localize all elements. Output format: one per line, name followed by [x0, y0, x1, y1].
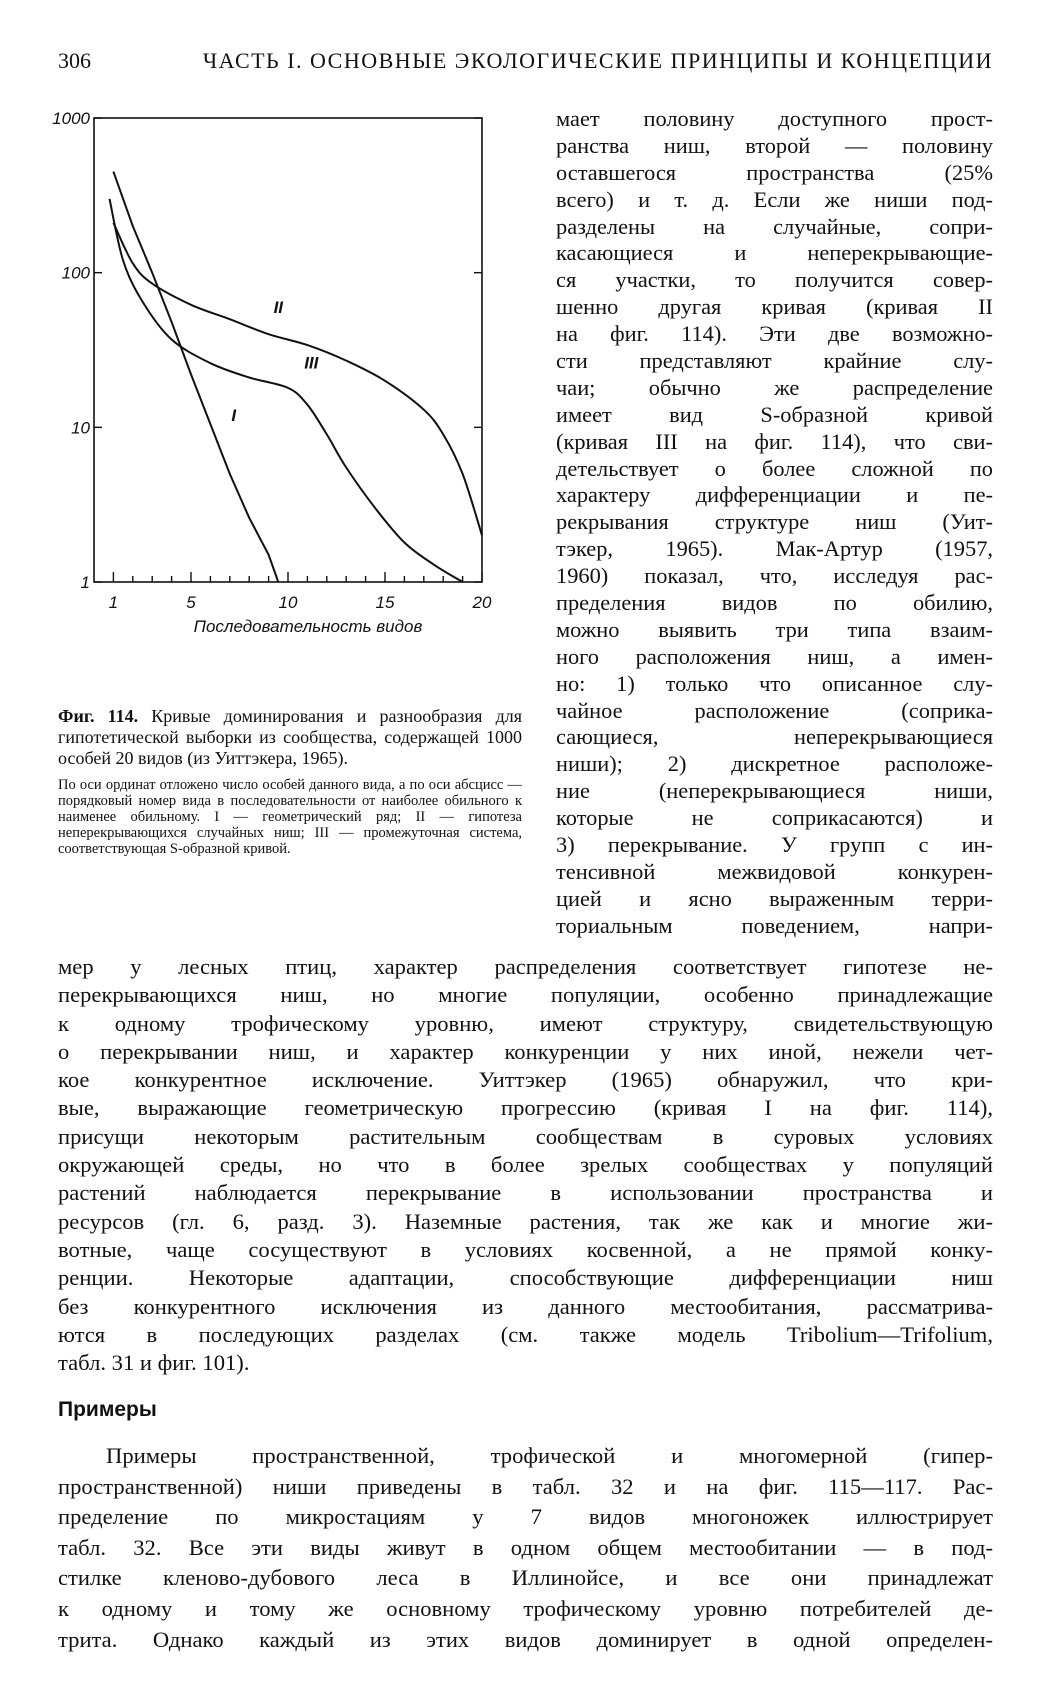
text-line: без конкурентного исключения из данного местообитания, рассматрива- — [58, 1293, 993, 1319]
text-line: касающиеся и неперекрывающие- — [556, 240, 993, 266]
text-line: кое конкурентное исключение. Уиттэкер (1965) обнаружил, что кри- — [58, 1067, 993, 1093]
y-tick-label: 100 — [61, 263, 90, 283]
text-line: о перекрывании ниш, и характер конкуренции у них иной, нежели чет- — [58, 1038, 993, 1064]
examples-paragraph — [58, 1441, 993, 1655]
x-axis-label: Последовательность видов — [193, 617, 423, 636]
text-line: пределение по микростациям у 7 видов многоножек иллюстрирует — [58, 1504, 993, 1530]
text-line: мер у лесных птиц, характер распределения соответствует гипотезе не- — [58, 954, 993, 979]
y-tick-label: 1 — [80, 573, 90, 592]
page-header — [58, 48, 993, 82]
text-line: цией и ясно выраженным терри- — [556, 885, 993, 911]
text-line: ниши); 2) дискретное расположе- — [556, 751, 993, 777]
text-line: ресурсов (гл. 6, разд. 3). Наземные растения, так же как и многие жи- — [58, 1208, 993, 1234]
curve-iii — [110, 199, 463, 582]
page-number: 306 — [58, 48, 91, 73]
text-line: мает половину доступного прост- — [556, 106, 993, 131]
text-line: табл. 31 и фиг. 101). — [58, 1350, 250, 1376]
curve-ii — [113, 223, 482, 536]
full-width-text — [58, 953, 993, 1377]
text-line: Примеры пространственной, трофической и многомерной (гипер- — [106, 1443, 993, 1468]
text-line: ся участки, то получится совер- — [556, 267, 993, 293]
y-tick-label: 10 — [71, 418, 90, 438]
text-line: рекрывания структуре ниш (Уит- — [556, 509, 993, 535]
x-tick-label: 10 — [278, 593, 298, 612]
text-line: ториальным поведением, напри- — [556, 912, 993, 938]
curve-label-iii: III — [304, 353, 319, 373]
chart-axes — [94, 118, 482, 582]
plot-frame — [94, 118, 482, 582]
text-line: имеет вид S-образной кривой — [556, 401, 993, 427]
text-line: ние (неперекрывающиеся ниши, — [556, 778, 993, 804]
text-line: стилке кленово-дубового леса в Иллинойсе, и все они принадлежат — [58, 1565, 993, 1591]
text-line: оставшегося пространства (25% — [556, 159, 993, 185]
figure-114-chart — [52, 110, 522, 690]
text-line: на фиг. 114). Эти две возможно- — [556, 321, 993, 347]
text-line: (кривая III на фиг. 114), что сви- — [556, 428, 993, 454]
caption-label: Фиг. 114. — [58, 706, 139, 726]
running-title: ЧАСТЬ I. ОСНОВНЫЕ ЭКОЛОГИЧЕСКИЕ ПРИНЦИПЫ И КОНЦЕПЦИИ — [202, 48, 993, 73]
text-line: пределения видов по обилию, — [556, 590, 993, 616]
text-line: 3) перекрывание. У групп с ин- — [556, 832, 993, 858]
text-line: трита. Однако каждый из этих видов доминирует в одной определен- — [58, 1626, 993, 1652]
section-title: Примеры — [58, 1398, 157, 1421]
text-line: растений наблюдается перекрывание в использовании пространства и — [58, 1180, 993, 1206]
figure-caption — [58, 706, 522, 857]
right-column-text — [556, 106, 993, 940]
text-line: но: 1) только что описанное слу- — [556, 670, 993, 696]
x-tick-label: 15 — [375, 593, 395, 612]
curve-label-ii: II — [273, 297, 284, 317]
text-line: пространственной) ниши приведены в табл. 32 и на фиг. 115—117. Рас- — [58, 1473, 993, 1499]
text-line: ются в последующих разделах (см. также модель Tribolium—Trifolium, — [58, 1321, 993, 1347]
text-line: присущи некоторым растительным сообществам в суровых условиях — [58, 1123, 993, 1149]
text-line: сающиеся, неперекрывающиеся — [556, 724, 993, 750]
text-line: перекрывающихся ниш, но многие популяции, особенно принадлежащие — [58, 982, 993, 1008]
caption-main — [58, 706, 522, 769]
x-tick-label: 20 — [472, 593, 492, 612]
text-line: табл. 32. Все эти виды живут в одном общем местообитании — в под- — [58, 1534, 993, 1560]
text-line: чаи; обычно же распределение — [556, 374, 993, 400]
x-tick-label: 5 — [186, 593, 196, 612]
text-line: ного расположения ниш, а имен- — [556, 643, 993, 669]
text-line: шенно другая кривая (кривая II — [556, 294, 993, 320]
text-line: чайное расположение (соприка- — [556, 697, 993, 723]
text-line: вые, выражающие геометрическую прогрессию (кривая I на фиг. 114), — [58, 1095, 993, 1121]
text-line: к одному трофическому уровню, имеют структуру, свидетельствующую — [58, 1010, 993, 1036]
text-line: детельствует о более сложной по — [556, 455, 993, 481]
text-line: ранства ниш, второй — половину — [556, 132, 993, 158]
text-line: окружающей среды, но что в более зрелых сообществах у популяций — [58, 1152, 993, 1178]
text-line: характеру дифференциации и пе- — [556, 482, 993, 508]
text-line: ренции. Некоторые адаптации, способствующие дифференциации ниш — [58, 1265, 993, 1291]
caption-text: Кривые доминирования и разнообразия для гипотетической выборки из сообщества, содержащей 1000 особей 20 видов (из Уиттэкера, 1965). — [58, 706, 522, 768]
text-line: которые не соприкасаются) и — [556, 805, 993, 831]
y-tick-label: 1000 — [52, 110, 90, 128]
text-line: тэкер, 1965). Мак-Артур (1957, — [556, 536, 993, 562]
text-line: всего) и т. д. Если же ниши под- — [556, 186, 993, 212]
chart-curves — [110, 172, 483, 582]
text-line: сти представляют крайние слу- — [556, 348, 993, 374]
text-line: 1960) показал, что, исследуя рас- — [556, 563, 993, 589]
text-line: можно выявить три типа взаим- — [556, 616, 993, 642]
text-line: тенсивной межвидовой конкурен- — [556, 858, 993, 884]
chart-labels — [52, 110, 492, 636]
curve-label-i: I — [231, 405, 237, 425]
text-line: разделены на случайные, сопри- — [556, 213, 993, 239]
x-tick-label: 1 — [108, 593, 119, 612]
curve-i — [113, 172, 278, 582]
text-line: к одному и тому же основному трофическому уровню потребителей де- — [58, 1595, 993, 1621]
caption-note: По оси ординат отложено число особей данного вида, а по оси абсциcс — порядковый номер вида в последовательности от наиболее обильного к наименее обильному. I — геометрический ряд; II — гипотеза неперекрывающихся случайных ниш; III — промежуточная система, соответствующая S-образной кривой. — [58, 777, 522, 857]
text-line: вотные, чаще сосуществуют в условиях косвенной, а не прямой конку- — [58, 1236, 993, 1262]
